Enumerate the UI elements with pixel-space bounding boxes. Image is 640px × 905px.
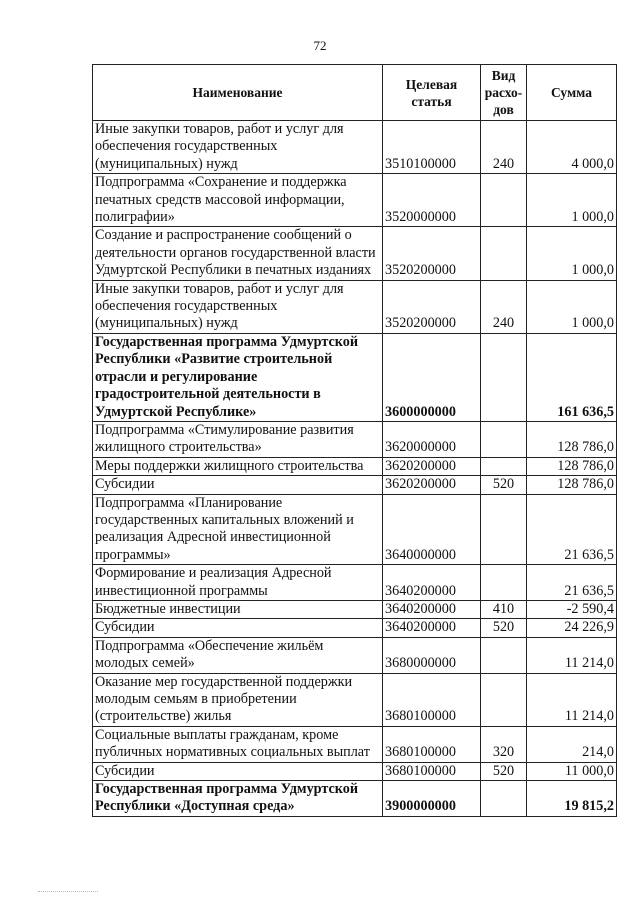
row-name-cell: Формирование и реализация Адресной инвестиционной программы (93, 565, 383, 601)
row-code-cell: 3900000000 (383, 781, 481, 817)
row-type-cell: 410 (481, 600, 527, 618)
row-code-cell: 3640000000 (383, 494, 481, 565)
row-amount-cell: 1 000,0 (527, 280, 617, 333)
row-code-cell: 3640200000 (383, 565, 481, 601)
row-name-cell: Субсидии (93, 762, 383, 780)
header-code: Целевая статья (383, 65, 481, 121)
row-name-cell: Субсидии (93, 619, 383, 637)
table-row (93, 174, 617, 227)
row-type-cell (481, 494, 527, 565)
row-type-cell (481, 565, 527, 601)
row-type-cell: 240 (481, 280, 527, 333)
row-type-cell (481, 673, 527, 726)
row-type-cell (481, 781, 527, 817)
row-amount-cell: 161 636,5 (527, 333, 617, 421)
table-row (93, 600, 617, 618)
row-amount-cell: 1 000,0 (527, 174, 617, 227)
row-type-cell (481, 333, 527, 421)
row-code-cell: 3620200000 (383, 457, 481, 475)
table-row (93, 565, 617, 601)
row-code-cell: 3680100000 (383, 673, 481, 726)
table-row (93, 637, 617, 673)
row-amount-cell: -2 590,4 (527, 600, 617, 618)
row-name-cell: Бюджетные инвестиции (93, 600, 383, 618)
row-amount-cell: 1 000,0 (527, 227, 617, 280)
row-amount-cell: 11 214,0 (527, 673, 617, 726)
table-row (93, 619, 617, 637)
row-code-cell: 3520000000 (383, 174, 481, 227)
row-type-cell (481, 421, 527, 457)
row-amount-cell: 128 786,0 (527, 421, 617, 457)
table-row (93, 494, 617, 565)
row-name-cell: Подпрограмма «Планирование государственных капитальных вложений и реализация Адресной инвестиционной программы» (93, 494, 383, 565)
row-amount-cell: 11 000,0 (527, 762, 617, 780)
row-code-cell: 3620000000 (383, 421, 481, 457)
row-name-cell: Создание и распространение сообщений о деятельности органов государственной власти Удмуртской Республики в печатных изданиях (93, 227, 383, 280)
budget-table (92, 64, 617, 817)
table-row (93, 421, 617, 457)
row-amount-cell: 214,0 (527, 726, 617, 762)
header-amount: Сумма (527, 65, 617, 121)
row-type-cell (481, 174, 527, 227)
row-name-cell: Государственная программа Удмуртской Республики «Развитие строительной отрасли и регулирование градостроительной деятельности в Удмуртской Республике» (93, 333, 383, 421)
row-type-cell: 520 (481, 619, 527, 637)
row-code-cell: 3600000000 (383, 333, 481, 421)
table-row (93, 781, 617, 817)
row-type-cell: 520 (481, 762, 527, 780)
row-amount-cell: 11 214,0 (527, 637, 617, 673)
row-name-cell: Меры поддержки жилищного строительства (93, 457, 383, 475)
page-number: 72 (313, 38, 327, 53)
row-type-cell: 320 (481, 726, 527, 762)
row-amount-cell: 128 786,0 (527, 476, 617, 494)
header-name: Наименование (93, 65, 383, 121)
table-row (93, 476, 617, 494)
row-amount-cell: 19 815,2 (527, 781, 617, 817)
row-code-cell: 3510100000 (383, 121, 481, 174)
row-amount-cell: 21 636,5 (527, 494, 617, 565)
scan-mark (38, 891, 98, 894)
row-name-cell: Иные закупки товаров, работ и услуг для обеспечения государственных (муниципальных) нужд (93, 121, 383, 174)
row-amount-cell: 4 000,0 (527, 121, 617, 174)
row-name-cell: Подпрограмма «Стимулирование развития жилищного строительства» (93, 421, 383, 457)
row-name-cell: Государственная программа Удмуртской Республики «Доступная среда» (93, 781, 383, 817)
row-code-cell: 3520200000 (383, 280, 481, 333)
row-amount-cell: 24 226,9 (527, 619, 617, 637)
table-row (93, 673, 617, 726)
table-row (93, 457, 617, 475)
row-code-cell: 3520200000 (383, 227, 481, 280)
row-name-cell: Иные закупки товаров, работ и услуг для обеспечения государственных (муниципальных) нужд (93, 280, 383, 333)
table-row (93, 333, 617, 421)
row-amount-cell: 128 786,0 (527, 457, 617, 475)
row-name-cell: Социальные выплаты гражданам, кроме публичных нормативных социальных выплат (93, 726, 383, 762)
row-code-cell: 3640200000 (383, 619, 481, 637)
row-type-cell (481, 227, 527, 280)
table-row (93, 762, 617, 780)
table-row (93, 726, 617, 762)
row-code-cell: 3680100000 (383, 762, 481, 780)
header-type: Вид расхо-дов (481, 65, 527, 121)
row-type-cell: 240 (481, 121, 527, 174)
row-code-cell: 3680000000 (383, 637, 481, 673)
table-row (93, 280, 617, 333)
table-header-row (93, 65, 617, 121)
table-row (93, 227, 617, 280)
row-type-cell (481, 637, 527, 673)
row-name-cell: Субсидии (93, 476, 383, 494)
row-name-cell: Подпрограмма «Обеспечение жильём молодых семей» (93, 637, 383, 673)
row-type-cell (481, 457, 527, 475)
row-name-cell: Подпрограмма «Сохранение и поддержка печатных средств массовой информации, полиграфии» (93, 174, 383, 227)
row-code-cell: 3640200000 (383, 600, 481, 618)
table-row (93, 121, 617, 174)
row-code-cell: 3620200000 (383, 476, 481, 494)
row-type-cell: 520 (481, 476, 527, 494)
row-name-cell: Оказание мер государственной поддержки молодым семьям в приобретении (строительстве) жилья (93, 673, 383, 726)
row-amount-cell: 21 636,5 (527, 565, 617, 601)
row-code-cell: 3680100000 (383, 726, 481, 762)
